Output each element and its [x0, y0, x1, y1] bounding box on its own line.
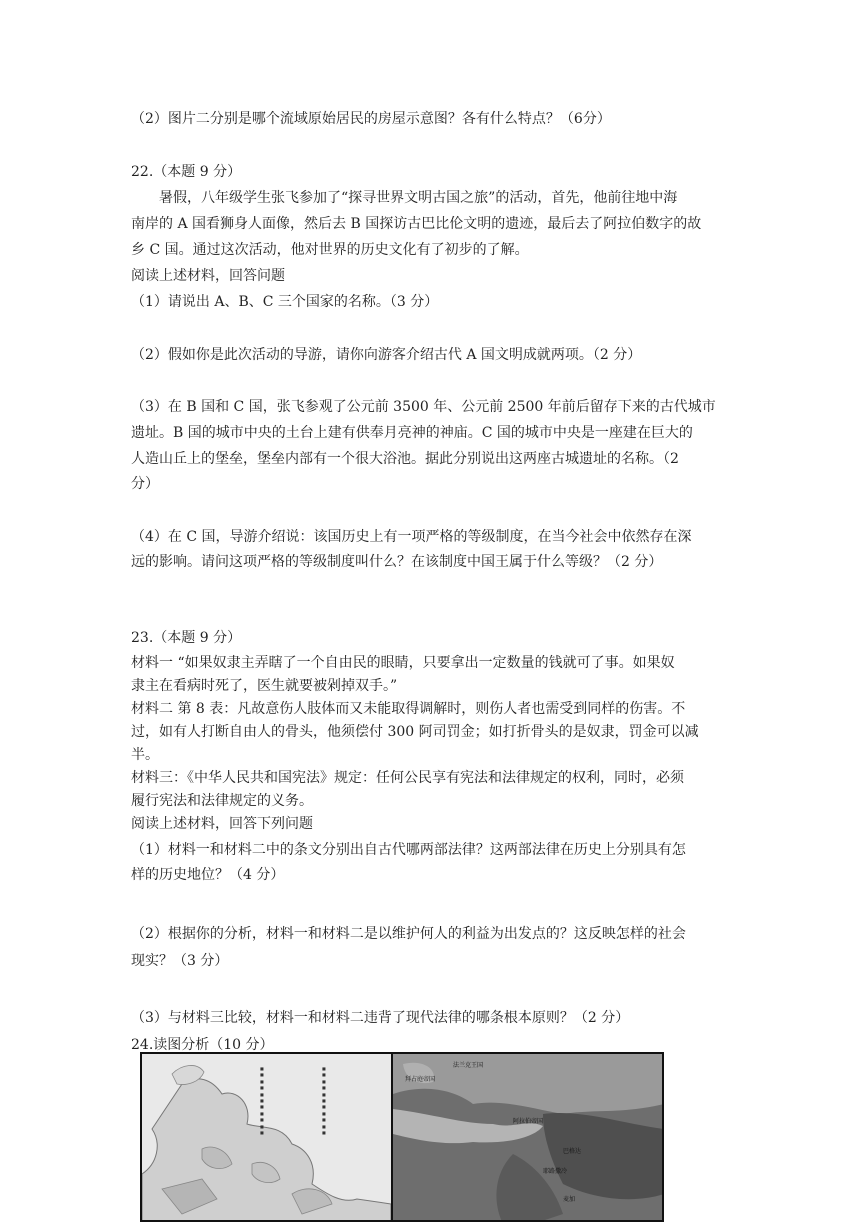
q22-sub3-line-1: （3）在 B 国和 C 国，张飞参观了公元前 3500 年、公元前 2500 年前后留存下来的古代城市 — [131, 399, 716, 415]
q23-material2-line-3: 半。 — [131, 747, 159, 763]
q23-sub2-line-1: （2）根据你的分析，材料一和材料二是以维护何人的利益为出发点的？这反映怎样的社会 — [131, 926, 686, 942]
arab-empire-map — [393, 1054, 662, 1220]
q22-sub3-line-4: 分） — [131, 476, 159, 492]
q22-sub2: （2）假如你是此次活动的导游，请你向游客介绍古代 A 国文明成就两项。（2 分） — [131, 347, 642, 363]
q22-sub3-line-3: 人造山丘上的堡垒，堡垒内部有一个很大浴池。据此分别说出这两座古城遗址的名称。（2 — [131, 451, 679, 467]
map-legend-left — [260, 1066, 264, 1136]
map-label-2: 拜占庭帝国 — [405, 1076, 436, 1083]
q23-material2-line-1: 材料二 第 8 表：凡故意伤人肢体而又未能取得调解时，则伤人者也需受到同样的伤害。不 — [131, 701, 686, 717]
q23-header: 23.（本题 9 分） — [131, 630, 242, 646]
map-label-6: 麦加 — [563, 1196, 576, 1203]
q23-material1-line-1: 材料一 “如果奴隶主弄瞎了一个自由民的眼睛，只要拿出一定数量的钱就可了事。如果奴 — [131, 655, 675, 671]
map-legend-right — [322, 1066, 326, 1136]
q23-sub2-line-2: 现实？（3 分） — [131, 953, 229, 969]
q23-material1-line-2: 隶主在看病时死了，医生就要被剁掉双手。” — [131, 678, 398, 694]
europe-map — [142, 1054, 393, 1220]
q23-material3-line-2: 履行宪法和法律规定的义务。 — [131, 793, 313, 809]
q23-material2-line-2: 过，如有人打断自由人的骨头，他须偿付 300 阿司罚金；如打折骨头的是奴隶，罚金可以减 — [131, 724, 699, 740]
q21-sub2: （2）图片二分别是哪个流域原始居民的房屋示意图？各有什么特点？（6分） — [131, 111, 611, 127]
q22-material-line-2: 南岸的 A 国看狮身人面像，然后去 B 国探访古巴比伦文明的遗迹，最后去了阿拉伯数字的故 — [131, 216, 702, 232]
q22-sub1: （1）请说出 A、B、C 三个国家的名称。（3 分） — [131, 294, 439, 310]
map-label-4: 巴格达 — [563, 1148, 582, 1155]
europe-map-graphic — [142, 1054, 391, 1222]
q22-sub4-line-1: （4）在 C 国，导游介绍说：该国历史上有一项严格的等级制度，在当今社会中依然存在深 — [131, 529, 692, 545]
q22-instruction: 阅读上述材料，回答问题 — [131, 268, 285, 284]
q23-sub1-line-1: （1）材料一和材料二中的条文分别出自古代哪两部法律？这两部法律在历史上分别具有怎 — [131, 842, 686, 858]
q22-material-line-1: 暑假，八年级学生张飞参加了“探寻世界文明古国之旅”的活动，首先，他前往地中海 — [159, 190, 678, 206]
map-label-3: 阿拉伯帝国 — [513, 1118, 544, 1125]
map-label-1: 法兰克王国 — [453, 1062, 484, 1069]
q22-material-line-3: 乡 C 国。通过这次活动，他对世界的历史文化有了初步的了解。 — [131, 242, 529, 258]
q23-material3-line-1: 材料三：《中华人民共和国宪法》规定：任何公民享有宪法和法律规定的权利，同时，必须 — [131, 770, 684, 786]
q22-sub3-line-2: 遗址。B 国的城市中央的土台上建有供奉月亮神的神庙。C 国的城市中央是一座建在巨大的 — [131, 425, 693, 441]
q23-sub1-line-2: 样的历史地位？（4 分） — [131, 867, 285, 883]
q23-instruction: 阅读上述材料，回答下列问题 — [131, 816, 313, 832]
map-label-5: 耶路撒冷 — [543, 1168, 568, 1175]
q24-header: 24.读图分析（10 分） — [131, 1037, 274, 1053]
q23-sub3: （3）与材料三比较，材料一和材料二违背了现代法律的哪条根本原则？（2 分） — [131, 1010, 630, 1026]
q22-sub4-line-2: 远的影响。请问这项严格的等级制度叫什么？在该制度中国王属于什么等级？（2 分） — [131, 554, 663, 570]
q24-map-figure — [140, 1052, 664, 1222]
q22-header: 22.（本题 9 分） — [131, 164, 242, 180]
